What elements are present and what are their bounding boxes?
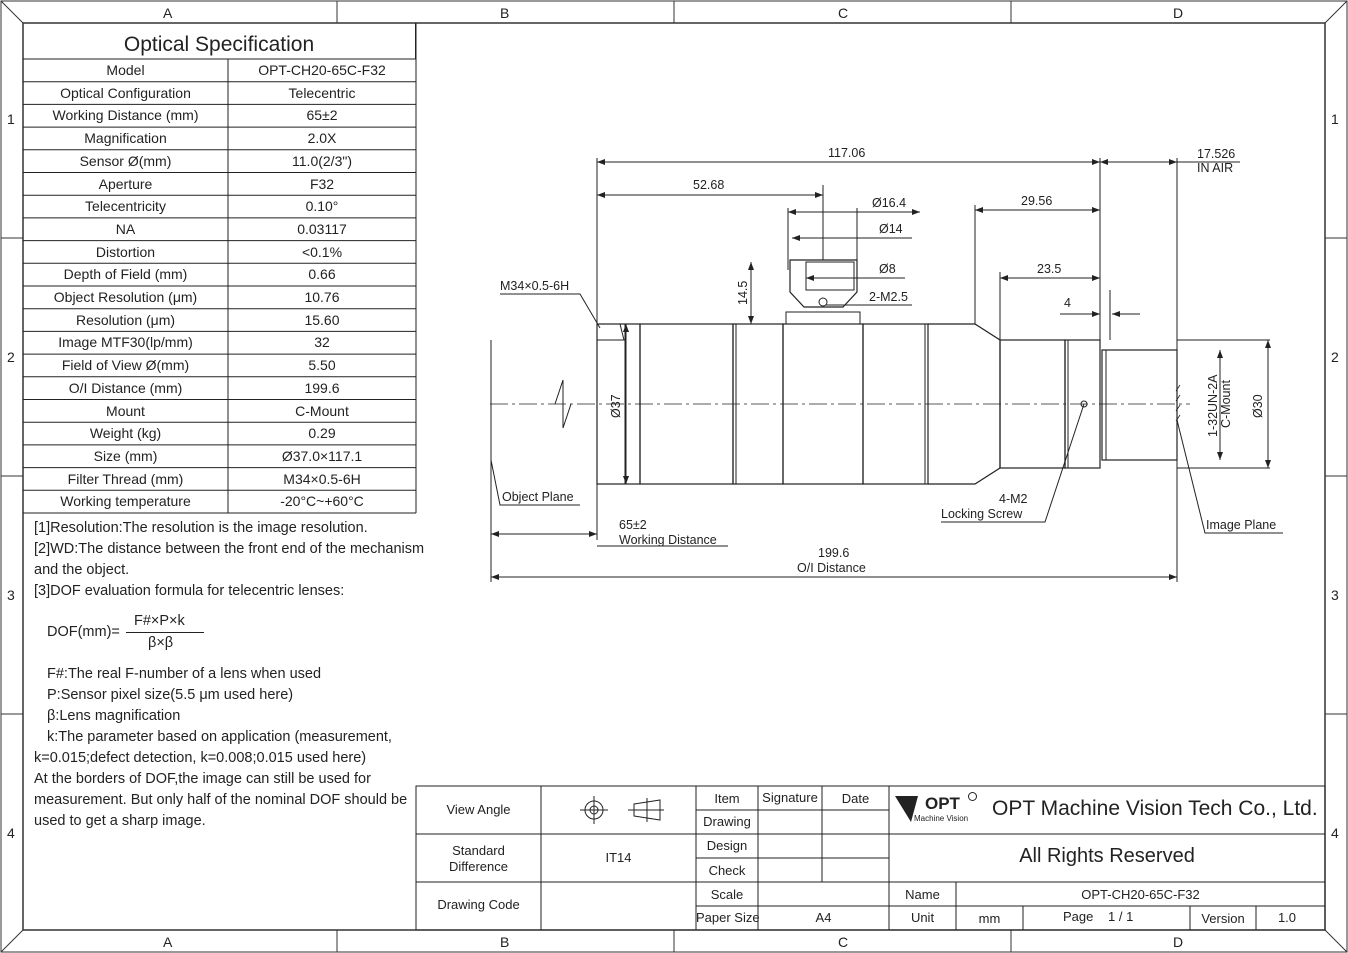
spec-key: Depth of Field (mm) [63,266,188,283]
spec-value: 0.29 [308,425,336,442]
spec-title: Optical Specification [23,23,416,59]
spec-key: Model [106,62,145,78]
spec-value: 199.6 [304,379,340,396]
logo-text: OPT [925,794,960,813]
tb-item: Item [714,791,740,806]
dim-dia-8: Ø8 [879,262,896,276]
label-oi: O/I Distance [797,561,866,575]
note-pixel: P:Sensor pixel size(5.5 μm used here) [47,687,294,703]
spec-value: 2.0X [307,130,337,147]
tb-version-value: 1.0 [1277,910,1297,925]
spec-key: Resolution (μm) [75,311,176,328]
note-dof: [3]DOF evaluation formula for telecentric lenses: [34,583,345,599]
note-resolution: [1]Resolution:The resolution is the image resolution. [34,520,368,536]
spec-key: NA [115,220,136,237]
tb-signature: Signature [762,790,818,805]
note-beta: β:Lens magnification [47,708,181,724]
note-border-2: measurement. But only half of the nominal DOF should be [34,792,408,808]
zone-right-4: 4 [1331,825,1339,841]
zone-left-2: 2 [7,349,15,365]
tb-standard-2: Difference [448,859,508,874]
zone-bottom-b: B [500,934,510,950]
dim-235: 23.5 [1037,262,1062,276]
dim-in-air: 17.526 [1197,147,1236,161]
label-object-plane: Object Plane [502,490,574,504]
tb-name: Name [905,887,940,902]
spec-value: 10.76 [304,289,340,305]
spec-value: 0.10° [305,198,339,215]
note-border-3: used to get a sharp image. [34,813,206,829]
dim-dia-30: Ø30 [1251,394,1265,418]
dim-front: 52.68 [693,178,725,192]
zone-right-3: 3 [1331,587,1339,603]
dim-dia-164: Ø16.4 [872,196,907,210]
dim-wd: 65±2 [619,518,647,532]
note-wd-2: and the object. [34,562,130,578]
zone-top-a: A [163,5,173,21]
dim-145: 14.5 [736,280,750,305]
spec-key: Working Distance (mm) [52,107,199,124]
zone-top-d: D [1173,5,1184,21]
dim-2956: 29.56 [1021,194,1053,208]
zone-left-4: 4 [7,825,15,841]
tb-tolerance: IT14 [605,850,632,865]
spec-key: Sensor Ø(mm) [79,152,172,169]
spec-key: Magnification [84,130,167,147]
zone-top-c: C [838,5,849,21]
spec-key: Mount [106,402,145,419]
dim-dia-37: Ø37 [609,394,623,418]
zone-left-1: 1 [7,111,15,127]
tb-drawing: Drawing [703,814,751,829]
spec-value: 65±2 [306,107,338,124]
spec-key: O/I Distance (mm) [68,379,183,396]
zone-right-2: 2 [1331,349,1339,365]
spec-value: OPT-CH20-65C-F32 [258,62,386,78]
spec-key: Optical Configuration [60,84,191,101]
tb-unit-value: mm [978,911,1001,926]
spec-key: Object Resolution (μm) [53,289,198,305]
dim-dia-14: Ø14 [879,222,903,236]
spec-key: Telecentricity [85,198,166,215]
spec-value: <0.1% [301,243,343,260]
formula-numerator: F#×P×k [134,613,185,629]
label-mount-thread: 1-32UN-2A [1206,374,1220,437]
dim-total-length: 117.06 [828,146,866,160]
zone-bottom-a: A [163,934,173,950]
spec-value: F32 [309,175,335,192]
spec-key: Filter Thread (mm) [67,470,184,487]
label-mount: C-Mount [1219,380,1233,428]
spec-key: Field of View Ø(mm) [61,357,190,374]
zone-top-b: B [500,5,510,21]
tb-rights: All Rights Reserved [1019,845,1195,867]
dim-oi: 199.6 [818,546,850,560]
tb-design: Design [706,838,748,853]
zone-bottom-d: D [1173,934,1184,950]
tb-page: Page [1063,909,1094,924]
tb-check: Check [708,863,746,878]
spec-value: Ø37.0×117.1 [281,447,363,464]
label-locking-screw: Locking Screw [941,507,1023,521]
note-border-1: At the borders of DOF,the image can still be used for [34,771,371,787]
spec-value: -20°C~+60°C [280,493,364,510]
zone-bottom-c: C [838,934,849,950]
tb-company: OPT Machine Vision Tech Co., Ltd. [992,797,1318,820]
spec-key: Distortion [95,243,156,260]
spec-key: Aperture [98,175,153,192]
spec-value: 5.50 [308,357,336,374]
tb-paper-size: Paper Size [696,910,760,925]
label-filter-thread: M34×0.5-6H [500,279,570,293]
spec-value: 0.03117 [297,220,347,237]
tb-paper-size-value: A4 [815,910,832,925]
spec-value: Telecentric [288,84,356,101]
spec-key: Weight (kg) [89,425,162,442]
label-wd: Working Distance [619,533,717,547]
tb-unit: Unit [910,910,935,925]
spec-value: 0.66 [308,266,336,283]
tb-view-angle: View Angle [446,802,511,817]
tb-name-value: OPT-CH20-65C-F32 [1081,887,1200,902]
dim-4: 4 [1064,296,1071,310]
formula-denominator: β×β [148,635,174,651]
tb-scale: Scale [710,887,744,902]
note-wd-1: [2]WD:The distance between the front end of the mechanism [34,541,425,557]
logo-subtext: Machine Vision [914,814,969,823]
dim-in-air-label: IN AIR [1197,161,1234,175]
tb-standard-1: Standard [452,843,505,858]
dim-m25: 2-M2.5 [869,290,908,304]
logo-registered [968,792,977,801]
note-fnum: F#:The real F-number of a lens when used [47,666,322,682]
spec-value: 11.0(2/3") [292,152,352,169]
label-screw-count: 4-M2 [999,492,1028,506]
spec-key: Size (mm) [93,447,158,464]
note-k-1: k:The parameter based on application (measurement, [47,729,392,745]
formula-lhs: DOF(mm)= [47,624,120,640]
tb-page-value: 1 / 1 [1108,909,1134,924]
tb-date: Date [841,791,870,806]
tb-drawing-code: Drawing Code [437,897,520,912]
spec-value: M34×0.5-6H [283,470,361,487]
note-k-2: k=0.015;defect detection, k=0.008;0.015 used here) [34,750,367,766]
zone-right-1: 1 [1331,111,1339,127]
spec-value: 15.60 [304,311,340,328]
spec-value: 32 [314,334,330,351]
label-image-plane: Image Plane [1206,518,1277,532]
spec-key: Image MTF30(lp/mm) [58,334,193,351]
zone-left-3: 3 [7,587,15,603]
spec-key: Working temperature [60,493,191,510]
tb-version: Version [1201,911,1245,926]
spec-value: C-Mount [295,402,349,419]
